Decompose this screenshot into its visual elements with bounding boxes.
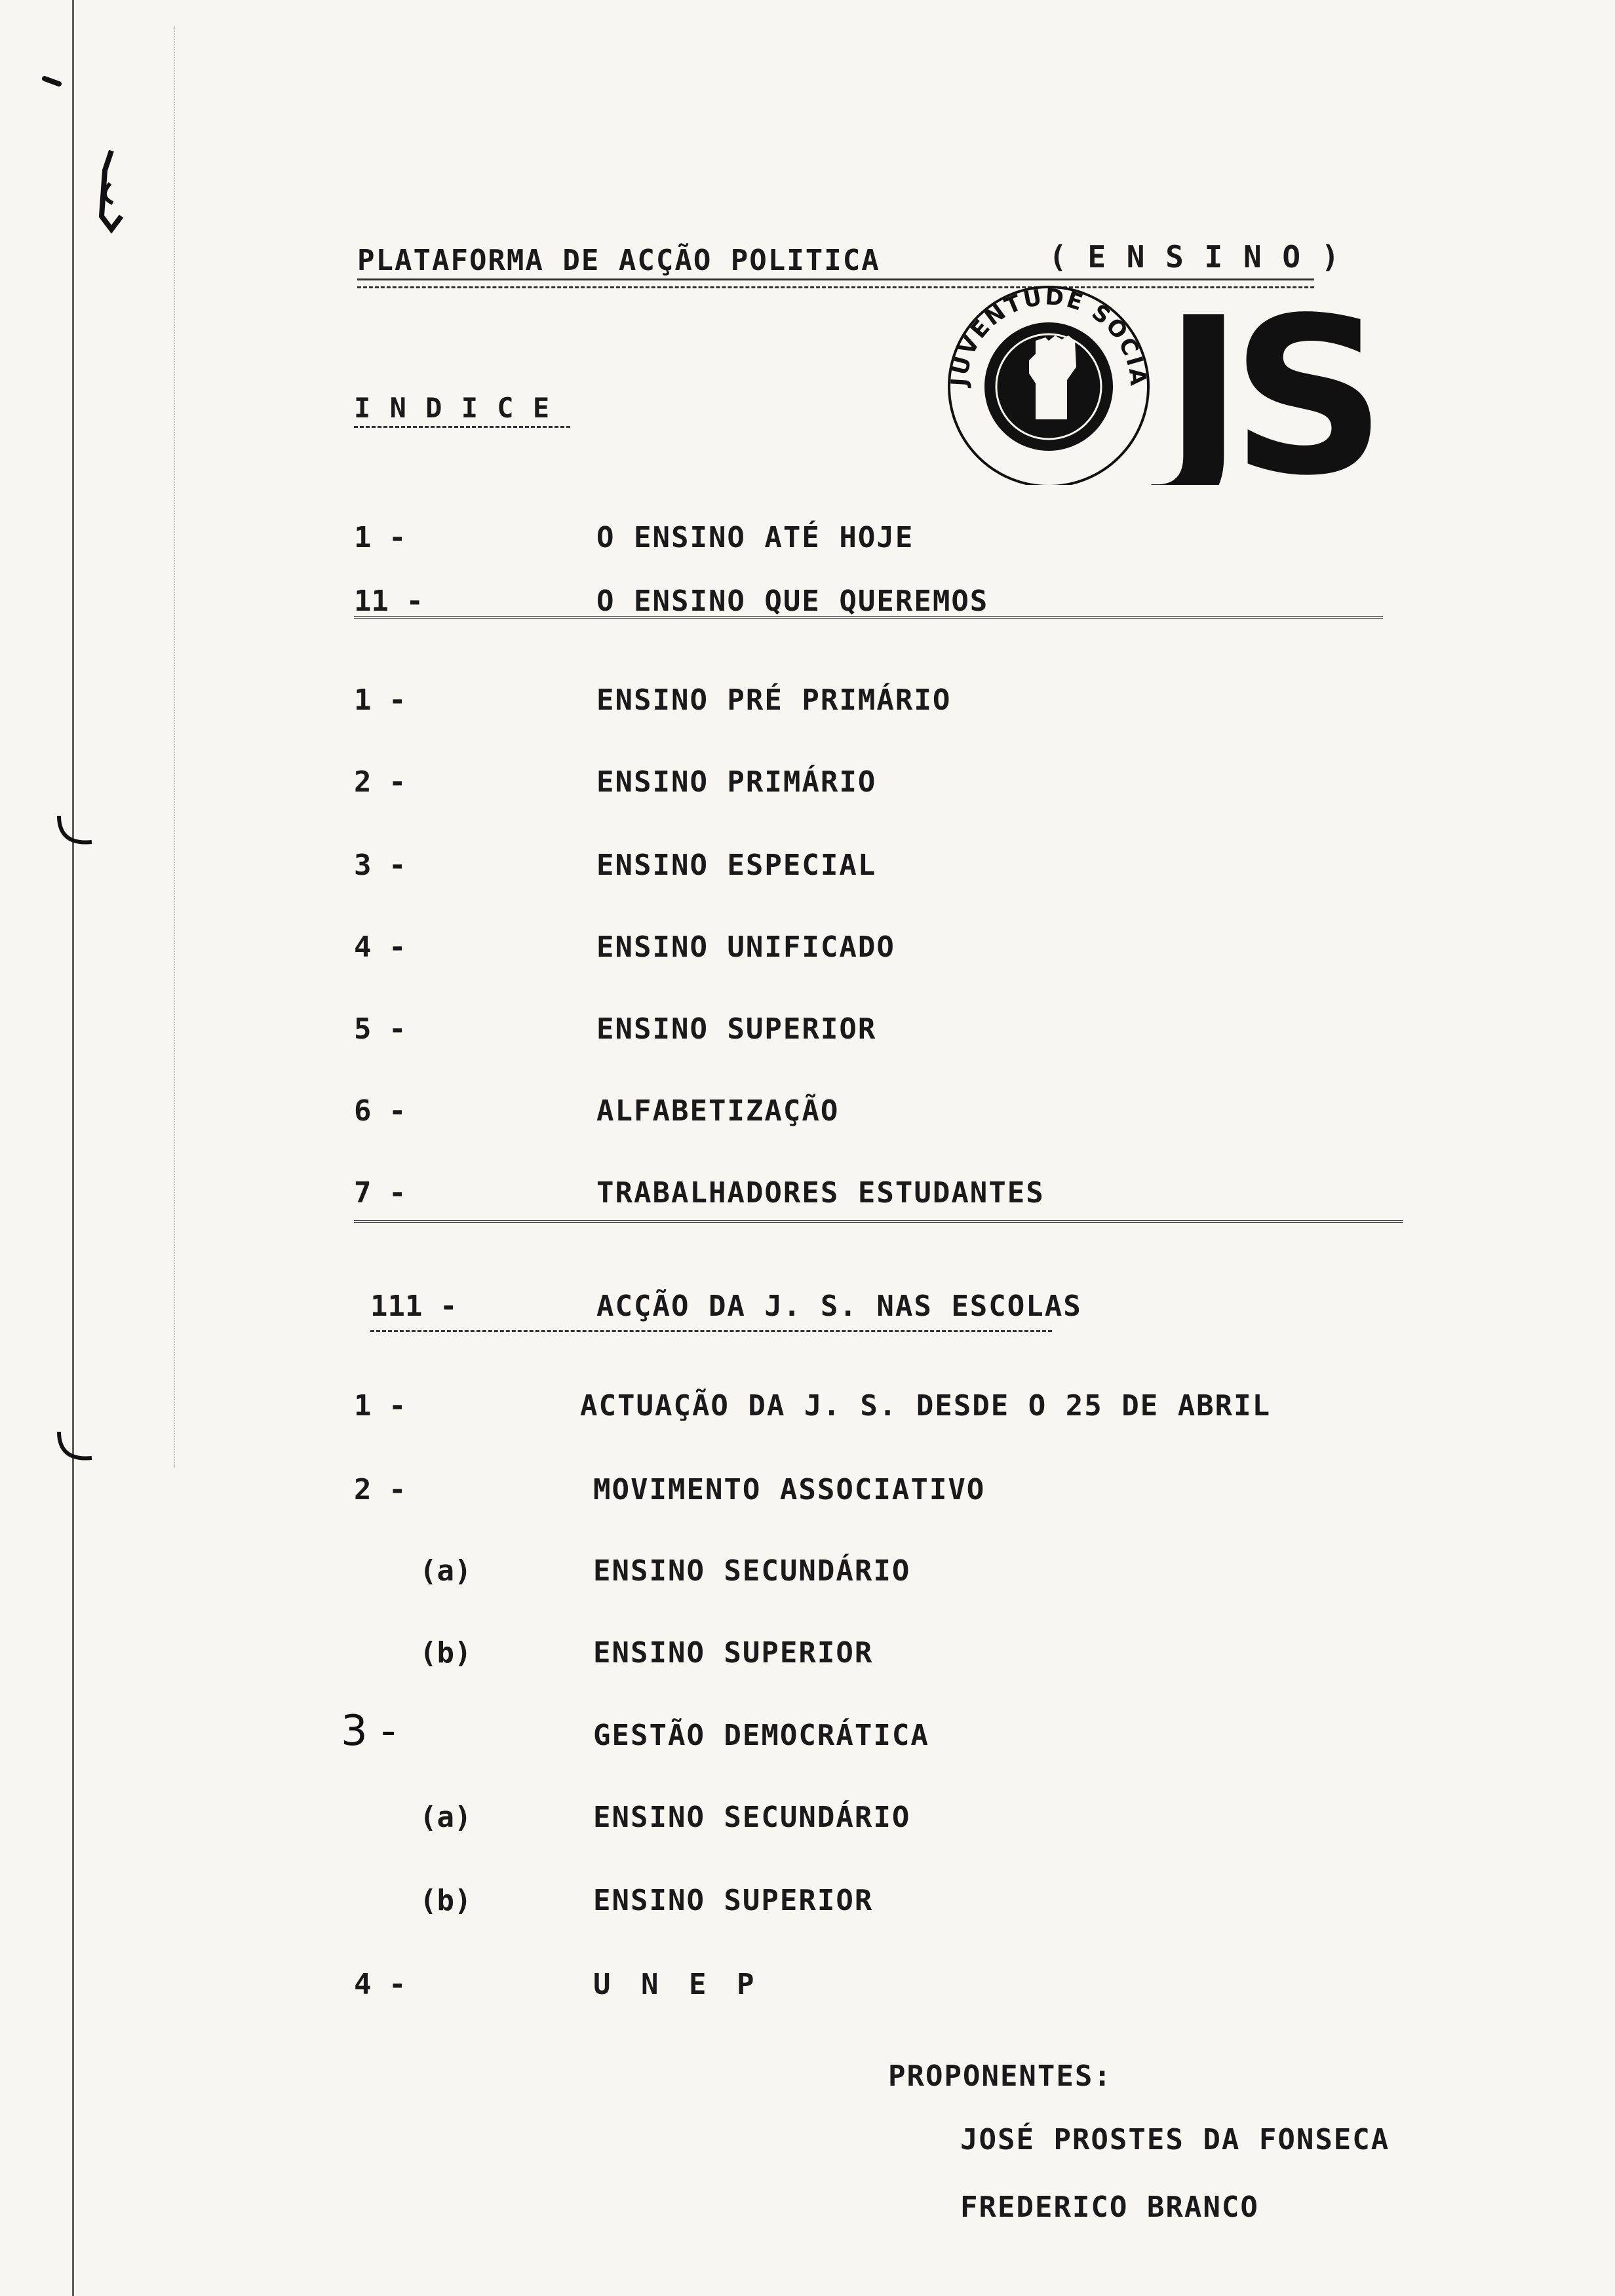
list-subitem-letter: (a) (419, 1554, 472, 1588)
logo-ring-text: JUVENTUDE SOCIA (946, 284, 1152, 389)
section-11-label: O ENSINO QUE QUEREMOS (596, 584, 989, 618)
list-item-label: ALFABETIZAÇÃO (596, 1094, 840, 1128)
list-item-number: 1 - (354, 683, 406, 717)
list-item-number: 6 - (354, 1094, 406, 1128)
proponent-name: FREDERICO BRANCO (960, 2191, 1259, 2224)
list-item-label: ENSINO PRIMÁRIO (596, 765, 877, 799)
list-item-number: 4 - (354, 930, 406, 964)
section-2-end-double-rule (354, 1220, 1403, 1223)
list-item-number: 5 - (354, 1012, 406, 1046)
list-subitem-label: ENSINO SUPERIOR (593, 1636, 874, 1670)
list-item-label: U N E P (593, 1968, 761, 2001)
list-subitem-label: ENSINO SECUNDÁRIO (593, 1801, 911, 1834)
handwritten-margin-mark (39, 66, 125, 249)
list-item-label: ENSINO PRÉ PRIMÁRIO (596, 683, 952, 717)
list-item-label: ACTUAÇÃO DA J. S. DESDE O 25 DE ABRIL (580, 1389, 1272, 1423)
section-111-number: 111 - (370, 1290, 457, 1323)
handwritten-bracket-2 (52, 1428, 98, 1470)
list-item-number: 7 - (354, 1176, 406, 1210)
handwritten-bracket-1 (52, 813, 98, 854)
index-heading-underline (354, 426, 570, 428)
section-1-number: 1 - (354, 521, 406, 554)
section-11-double-rule (354, 616, 1383, 619)
list-item-label: MOVIMENTO ASSOCIATIVO (593, 1473, 986, 1506)
list-subitem-label: ENSINO SUPERIOR (593, 1884, 874, 1917)
margin-line (72, 0, 74, 2296)
list-subitem-letter: (b) (419, 1884, 472, 1917)
list-item-number: 2 - (354, 1473, 406, 1506)
logo-letters: JS (1163, 275, 1374, 485)
document-subject: ( E N S I N O ) (1049, 239, 1341, 275)
list-item-label: TRABALHADORES ESTUDANTES (596, 1176, 1045, 1210)
list-item-label: ENSINO SUPERIOR (596, 1012, 877, 1046)
index-heading: I N D I C E (354, 392, 551, 424)
list-item-label: ENSINO UNIFICADO (596, 930, 895, 964)
section-111-label: ACÇÃO DA J. S. NAS ESCOLAS (596, 1290, 1082, 1323)
list-item-number: 1 - (354, 1389, 406, 1423)
list-subitem-label: ENSINO SECUNDÁRIO (593, 1554, 911, 1588)
js-logo (937, 275, 1409, 485)
proponents-heading: PROPONENTES: (888, 2059, 1112, 2093)
list-subitem-letter: (b) (419, 1636, 472, 1670)
document-title: PLATAFORMA DE ACÇÃO POLITICA (357, 244, 880, 277)
dotted-margin (174, 26, 175, 1468)
section-1-label: O ENSINO ATÉ HOJE (596, 521, 914, 554)
list-subitem-letter: (a) (419, 1801, 472, 1834)
list-item-label: GESTÃO DEMOCRÁTICA (593, 1719, 929, 1752)
section-111-underline (370, 1330, 1052, 1332)
list-item-number: 3 - (354, 849, 406, 882)
section-11-number: 11 - (354, 584, 423, 618)
list-item-number: 4 - (354, 1968, 406, 2001)
list-item-label: ENSINO ESPECIAL (596, 849, 877, 882)
proponent-name: JOSÉ PROSTES DA FONSECA (960, 2123, 1390, 2156)
list-item-number-handwritten: 3 - (341, 1707, 397, 1755)
list-item-number: 2 - (354, 765, 406, 799)
